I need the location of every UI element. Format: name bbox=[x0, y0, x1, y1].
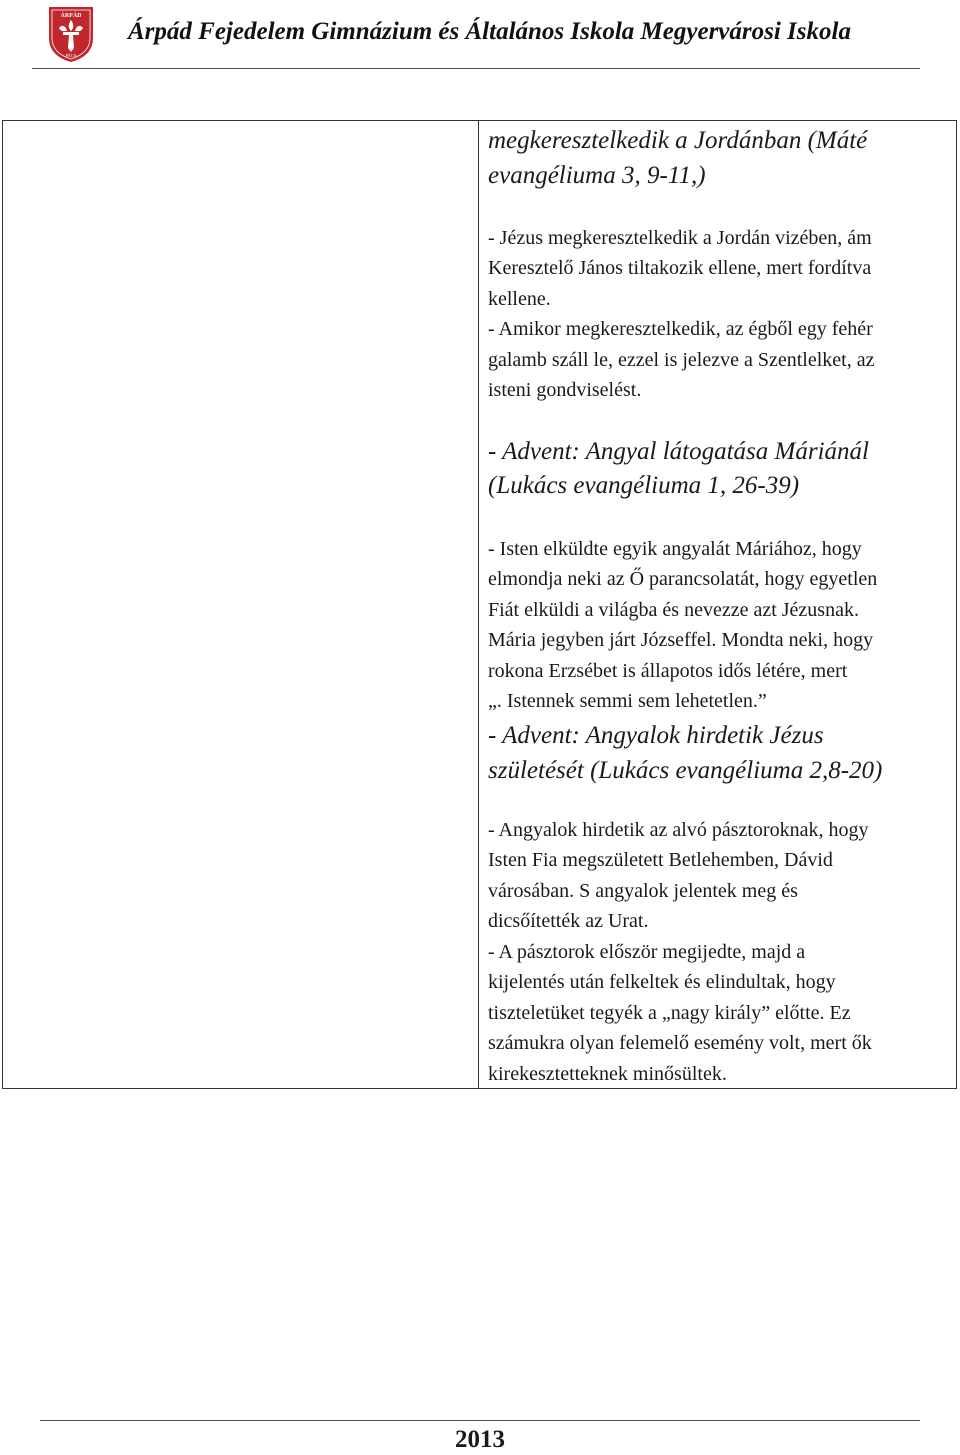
heading-nativity-line-2: születését (Lukács evangéliuma 2,8-20) bbox=[488, 757, 883, 784]
school-name: Árpád Fejedelem Gimnázium és Általános Iskola Megyervárosi Iskola bbox=[128, 18, 851, 45]
heading-baptism-line-2: evangéliuma 3, 9-11,) bbox=[488, 162, 706, 189]
heading-baptism-line-1: megkeresztelkedik a Jordánban (Máté bbox=[488, 127, 868, 154]
nativity-text-line-5: - A pásztorok először megijedte, majd a bbox=[488, 941, 806, 963]
baptism-text-line-6: isteni gondviselést. bbox=[488, 379, 642, 401]
annunciation-text-line-2: elmondja neki az Ő parancsolatát, hogy egyetlen bbox=[488, 568, 878, 590]
footer-year: 2013 bbox=[455, 1426, 505, 1453]
nativity-text-line-6: kijelentés után felkeltek és elindultak, hogy bbox=[488, 971, 836, 993]
nativity-text-line-2: Isten Fia megszületett Betlehemben, Dávid bbox=[488, 849, 833, 871]
nativity-text-line-4: dicsőítették az Urat. bbox=[488, 910, 649, 932]
baptism-text-line-5: galamb száll le, ezzel is jelezve a Szentlelket, az bbox=[488, 349, 875, 371]
logo-text: ÁRPÁD bbox=[60, 13, 82, 19]
annunciation-text-line-4: Mária jegyben járt Józseffel. Mondta neki, hogy bbox=[488, 629, 874, 651]
baptism-text-line-4: - Amikor megkeresztelkedik, az égből egy fehér bbox=[488, 318, 873, 340]
heading-nativity-line-1: - Advent: Angyalok hirdetik Jézus bbox=[488, 722, 824, 749]
baptism-text-line-2: Keresztelő János tiltakozik ellene, mert fordítva bbox=[488, 257, 872, 279]
annunciation-text-line-5: rokona Erzsébet is állapotos idős létére, mert bbox=[488, 660, 848, 682]
content-table bbox=[2, 120, 957, 1089]
nativity-text-line-9: kirekesztetteknek minősültek. bbox=[488, 1063, 727, 1085]
baptism-text-line-1: - Jézus megkeresztelkedik a Jordán vizében, ám bbox=[488, 227, 872, 249]
nativity-text-line-8: számukra olyan felemelő esemény volt, mert ők bbox=[488, 1032, 872, 1054]
heading-annunciation-line-1: - Advent: Angyal látogatása Máriánál bbox=[488, 438, 869, 465]
annunciation-text-line-3: Fiát elküldi a világba és nevezze azt Jézusnak. bbox=[488, 599, 859, 621]
nativity-text-line-7: tiszteletüket tegyék a „nagy király” előtte. Ez bbox=[488, 1002, 851, 1024]
annunciation-text-line-1: - Isten elküldte egyik angyalát Máriához, hogy bbox=[488, 538, 862, 560]
page-header bbox=[0, 0, 960, 70]
school-logo bbox=[46, 4, 96, 64]
nativity-text-line-3: városában. S angyalok jelentek meg és bbox=[488, 880, 798, 902]
nativity-text-line-1: - Angyalok hirdetik az alvó pásztoroknak, hogy bbox=[488, 819, 869, 841]
annunciation-text-line-6: „. Istennek semmi sem lehetetlen.” bbox=[488, 690, 767, 712]
heading-annunciation-line-2: (Lukács evangéliuma 1, 26-39) bbox=[488, 472, 800, 499]
column-divider bbox=[478, 121, 479, 1088]
header-divider bbox=[32, 68, 920, 69]
footer-divider bbox=[40, 1420, 920, 1421]
logo-subtext: PÉCS bbox=[65, 53, 77, 58]
baptism-text-line-3: kellene. bbox=[488, 288, 551, 310]
